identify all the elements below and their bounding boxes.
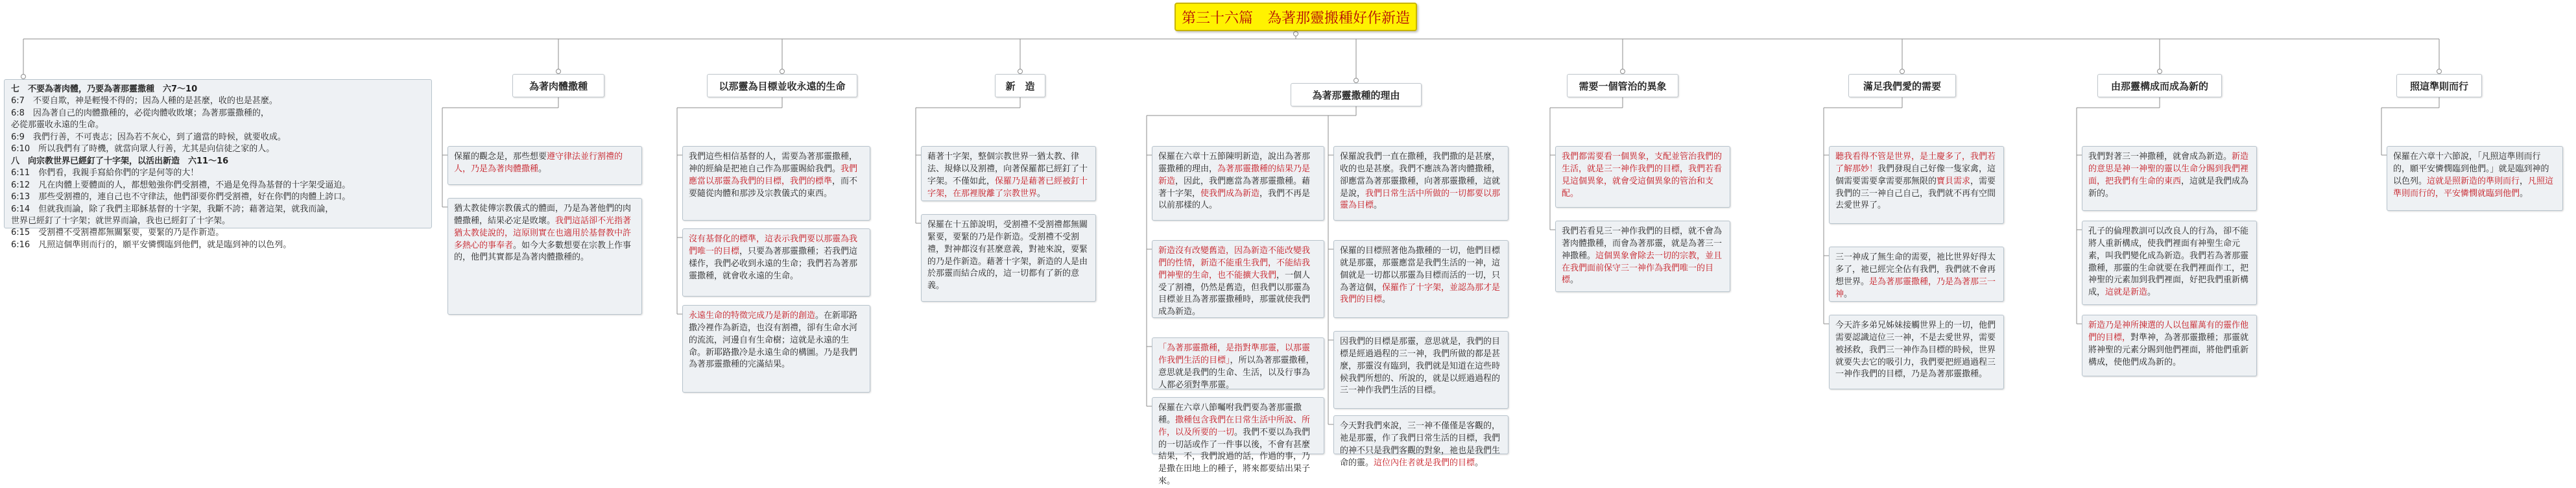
page-title: 第三十六篇 為著那靈搬種好作新造: [1175, 3, 1417, 31]
note-text: ，因此，我們應當為著那靈撒種。藉著十字架，: [1158, 176, 1311, 199]
note-paragraph: [454, 203, 636, 264]
note-paragraph: [1158, 151, 1318, 212]
connector-node: [780, 69, 785, 74]
note-text: 藉著十字架，整個宗教世界一猶太教、律法、規條以及割禮，向著保羅都已經釘了十字架。不僅如此，: [927, 152, 1088, 186]
note-emphasis: 這就是照新造的準則而行: [2427, 176, 2520, 186]
connector-node: [556, 69, 561, 74]
note-emphasis: 是為著那靈撒種，乃是為著那三一神: [1835, 276, 1996, 299]
note-emphasis: 沒有基督化的標準，這表示我們要以那靈為我們唯一的目標: [689, 234, 858, 256]
note-reason-4: [1152, 397, 1324, 487]
note-text: 保羅在十五節說明，受割禮不受割禮都無關緊要，要緊的乃是作新造。受割禮不受割禮，對神都沒有甚麼意義，對祂來說，要緊的乃是作新造。藉著十字架，新造的人是由於那靈而結合成的，這一切都有了新的意義。: [927, 220, 1088, 291]
refs-verse-line: 6:16 凡照這個準則而行的，願平安憐憫臨到他們，就是臨到神的以色列。: [11, 239, 292, 250]
note-text: 。如今大多數想要在宗教上作事的，他們其實都是為著肉體撒種的。: [454, 240, 632, 263]
note-emphasis: 新造沒有改變舊造，因為新造不能改變我們的性情，新造不能重生我們，不能結我們神聖的生命，也不能擴大我們: [1158, 246, 1311, 280]
connector-node: [1621, 69, 1625, 74]
note-vision-1: [1555, 146, 1730, 208]
note-emphasis: 我們都需要看一個異象，支配並管治我們的生活，就是三一神作我們的目標，我們若看見這個異象，就會受這個異象的管治和支配。: [1562, 152, 1723, 199]
refs-verse-line: 6:8 因為著自己的肉體撒種的，必從肉體收敗壞；為著那靈撒種的，: [11, 108, 269, 118]
note-constituted-3: [2082, 315, 2257, 376]
note-text: 保羅說我們一直在撒種，我們撒的是甚麼，收的也是甚麼。我們不應該為著肉體撒種，卻應當為著那靈撒種，向著那靈撒種，這就是說，: [1340, 152, 1501, 199]
refs-verse-line: 6:13 那些受割禮的，連自己也不守律法，他們卻要你們受割禮，好在你們的肉體上誇口。: [11, 192, 351, 202]
connector-node: [1354, 79, 1359, 83]
note-reason-2: [1152, 240, 1324, 318]
note-paragraph: [927, 219, 1090, 293]
note-emphasis: 新造的意思是神一神聖的靈以生命分賜到我們裡面，把我們有生命的東西: [2088, 152, 2249, 186]
note-paragraph: [1158, 343, 1318, 391]
note-goal-1: [682, 146, 870, 221]
note-reason-1: [1152, 146, 1324, 221]
note-emphasis: 凡照這準則而行的，平安憐憫就臨到他們: [2393, 176, 2554, 199]
note-text: 保羅的目標照著他為撒種的一切，他們目標就是那靈，那靈應當是我們生活的一神，這個就是一切都以那靈為目標而活的一切，只為著這個，: [1340, 246, 1501, 293]
note-paragraph: [1340, 151, 1502, 212]
note-emphasis: 我們應當以那靈為我們的目標，我們的標準: [689, 164, 858, 186]
note-paragraph: [1835, 151, 1998, 212]
note-paragraph: [927, 151, 1090, 200]
heading-constituted-new: 由那靈構成而成為新的: [2097, 74, 2222, 97]
connector-node: [1900, 69, 1905, 74]
note-paragraph: [1340, 336, 1502, 397]
note-goal-2: [682, 228, 870, 297]
heading-governing-vision: 需要一個管治的異象: [1567, 74, 1678, 97]
note-paragraph: [689, 151, 864, 200]
note-text: ，: [2520, 176, 2529, 186]
refs-verse-line: 6:11 你們看，我親手寫給你們的字是何等的大！: [11, 168, 199, 178]
note-text: 。: [1844, 289, 1853, 299]
note-text: 。: [2520, 188, 2529, 199]
note-flesh-1: [447, 146, 642, 185]
note-text: ，這就是我們成為新的。: [2088, 176, 2249, 199]
connector-node: [1018, 69, 1023, 74]
note-new-1: [921, 146, 1096, 201]
note-text: 。: [1374, 201, 1383, 211]
note-emphasis: 遵守律法並行割禮的人，乃是為著肉體撒種: [454, 152, 623, 174]
note-reason-8: [1333, 415, 1509, 468]
note-paragraph: [2393, 151, 2557, 200]
note-text: 。: [538, 164, 547, 174]
note-emphasis: 永遠生命的特徵完成乃是新的創造: [689, 311, 816, 321]
note-emphasis: 保羅乃是藉著已經被釘十字架，在那裡脫離了宗教世界: [927, 176, 1088, 199]
note-emphasis: 保羅作了十字架，並認為那才是我們的目標: [1340, 282, 1501, 305]
note-love-2: [1829, 247, 2004, 302]
refs-verse-line: 6:9 我們行善，不可喪志；因為若不灰心，到了適當的時候，就要收成。: [11, 132, 286, 142]
note-text: ，而不要隨從肉體和那涉及宗教儀式的東西。: [689, 176, 858, 199]
note-flesh-2: [447, 198, 642, 315]
heading-new-creation: 新 造: [995, 74, 1045, 97]
note-text: ，我們不再是以前那樣的人。: [1158, 188, 1311, 211]
note-paragraph: [689, 234, 864, 282]
refs-section-heading: 八 向宗教世界已經釘了十字架，以活出新造 六11～16: [11, 156, 229, 166]
note-text: ，需要我們的三一神自己自己，我們就不再有空間去愛世界了。: [1835, 176, 1996, 211]
note-text: ，只要為著那靈撒種；若我們這樣作，我們必收到永遠的生命；我們若為著那靈撒種，就會收永遠的生命。: [689, 246, 858, 281]
note-text: ，所以為著那靈撒種，意思就是我們的生命、生活，以及行事為人都必須對準那靈。: [1158, 355, 1315, 390]
note-text: 。在新耶路撒冷裡作為新造，也沒有割禮，卻有生命水河的流流，河邊自有生命樹；這就是永遠的生命。新耶路撒冷是永遠生命的構圖。乃是我們為著那靈撒種的完滿結果。: [689, 311, 858, 370]
note-text: 因我們的目標是那靈，意思就是，我們的目標是經過過程的三一神，我們所做的都是甚麼，那靈沒有臨到，我們就是知道在這些時候我們所想的、所說的，就是以經過過程的三一神作我們生活的目標。: [1340, 337, 1501, 396]
note-text: 三一神成了無生命的需要，祂比世界好得太多了，祂已經完全佔有我們，我們就不會再想世界。: [1835, 252, 1996, 287]
note-text: 。我們不要以為我們的一切話或作了一件事以後，不會有甚麼結果，不，我們說過的話，作過的事，乃是撒在田地上的種子，將來都要結出果子來。: [1158, 427, 1311, 487]
refs-verse-line: 必從那靈收永遠的生命。: [11, 120, 104, 130]
note-paragraph: [2088, 151, 2250, 200]
connector-node: [2437, 69, 2442, 74]
heading-spirit-as-goal: 以那靈為目標並收永遠的生命: [707, 74, 857, 97]
note-text: 我們這些相信基督的人，需要為著那靈撒種，神的經綸是把祂自己作為那靈賜給我們。: [689, 152, 858, 174]
note-text: 保羅的觀念是，那些想要: [454, 152, 547, 162]
note-paragraph: [1562, 226, 1724, 287]
note-paragraph: [1835, 320, 1998, 381]
note-emphasis: 這個異象會除去一切的宗教，並且在我們面前保守三一神作為我們唯一的目標: [1562, 250, 1723, 286]
note-text: 我們對著三一神撒種，就會成為新造。: [2088, 152, 2232, 162]
note-paragraph: [1158, 245, 1318, 319]
note-text: 今天對我們來說，三一神不僅僅是客觀的，祂是那靈，作了我們日常生活的目標，我們的神不只是我們客觀的對象，祂也是我們生命的靈。: [1340, 421, 1501, 468]
note-reason-7: [1333, 331, 1509, 409]
connector-node: [2158, 69, 2162, 74]
note-new-2: [921, 214, 1096, 302]
note-emphasis: 為著那靈撒種的結果乃是新造: [1158, 164, 1311, 186]
note-text: 我們發現自己好像一隻家禽，這個需要需要拿需要那無限的: [1835, 164, 1996, 186]
note-reason-5: [1333, 146, 1509, 221]
refs-verse-line: 6:14 但就我而論，除了我們主耶穌基督的十字架，我斷不誇；藉著這架，就我而論，: [11, 204, 334, 214]
note-paragraph: [1562, 151, 1724, 200]
note-text: 。: [1570, 275, 1579, 286]
note-text: 我們若看見三一神作我們的目標，就不會為著肉體撒種，而會為著那靈，就是為著三一神撒種。: [1562, 226, 1723, 261]
note-paragraph: [1340, 245, 1502, 306]
refs-verse-line: 6:10 所以我們有了時機，就當向眾人行善，尤其是向信徒之家的人。: [11, 144, 275, 154]
note-vision-2: [1555, 221, 1730, 292]
note-emphasis: 寶貝需求: [1937, 176, 1971, 186]
note-paragraph: [1835, 252, 1998, 300]
scripture-references-box: [4, 79, 432, 250]
refs-verse-line: 6:15 受割禮不受割禮都無關緊要，要緊的乃是作新造。: [11, 228, 224, 238]
note-paragraph: [454, 151, 636, 176]
note-text: 對準神，為著那靈撒種；那靈就將神聖的元素分賜到他們裡面，將他們重新構成，使他們成為新的。: [2088, 332, 2249, 367]
note-emphasis: 撒種包含我們在日常生活中所說、所作，以及所要的一切: [1158, 415, 1311, 437]
note-text: 保羅在六章十五節陳明新造，說出為著那靈撒種的理由，: [1158, 152, 1311, 174]
note-paragraph: [1158, 402, 1318, 488]
note-paragraph: [1340, 421, 1502, 469]
note-reason-3: [1152, 337, 1324, 389]
note-text: 猶太教徒傳宗教儀式的體面，乃是為著他們的肉體撒種，結果必定是敗壞。: [454, 204, 632, 226]
connector-node: [21, 75, 26, 79]
note-love-1: [1829, 146, 2004, 224]
note-text: 孔子的倫理教訓可以改良人的行為，卻不能將人重新構成，使我們裡面有神聖生命元素，叫我們變化成為新造。我們若為著那靈撒種，那靈的生命就要在我們裡面作工，把神聖的元素加到我們裡面，好把我們重新構成，: [2088, 226, 2249, 298]
heading-walk-by-rule: 照這準則而行: [2396, 74, 2482, 97]
note-text: 。: [2147, 287, 2156, 298]
note-love-3: [1829, 315, 2004, 389]
note-text: 。: [1475, 458, 1484, 468]
note-text: 今天許多弟兄姊妹接觸世界上的一切，他們需要認識這位三一神，不是去愛世界，需要被拯救，我們三一神作為目標的時候，世界就要失去它的吸引力，我們要把經過過程三一神作我們的目標，乃是為著那靈撒種。: [1835, 321, 1996, 380]
heading-sowing-to-flesh: 為著肉體撒種: [512, 74, 604, 97]
note-walk-1: [2387, 146, 2563, 211]
note-text: 保羅在六章八節囑咐我們要為著那靈撒種。: [1158, 403, 1302, 425]
note-text: 保羅在六章十六節說，「凡照這準則而行的，願平安憐憫臨到他們。」就是臨到神的以色列。: [2393, 152, 2549, 186]
note-paragraph: [2088, 320, 2250, 369]
refs-verse-line: 世界已經釘了十字架；就世界而論，我也已經釘了十字架。: [11, 215, 231, 226]
refs-section-heading: 七 不要為著肉體，乃要為著那靈撒種 六7～10: [11, 84, 198, 94]
note-text: ，一個人受了割禮，仍然是舊造，但我們以那靈為目標並且為著那靈撒種時，那靈就使我們成為新造。: [1158, 270, 1311, 317]
note-constituted-2: [2082, 221, 2257, 305]
note-emphasis: 這位內住者就是我們的目標: [1374, 458, 1475, 468]
note-text: 。: [1382, 295, 1391, 305]
note-emphasis: 我們這話卻不光指著猶太教徒說的，這原則實在也適用於基督教中許多熱心的事奉者: [454, 215, 632, 250]
note-emphasis: 聽我看得不管是世界，是土慶多了，我們若了解那妙！: [1835, 152, 1996, 174]
note-goal-3: [682, 305, 870, 393]
note-emphasis: 使我們成為新造: [1200, 188, 1260, 199]
note-constituted-1: [2082, 146, 2257, 211]
heading-love-need: 滿足我們愛的需要: [1848, 74, 1956, 97]
note-emphasis: 我們日常生活中所做的一切都要以那靈為目標: [1340, 188, 1501, 211]
note-emphasis: 新造乃是神所揀選的人以包羅萬有的靈作他們的目標，: [2088, 321, 2249, 343]
note-emphasis: 這就是新造: [2105, 287, 2148, 298]
note-paragraph: [2088, 226, 2250, 299]
refs-verse-line: 6:12 凡在肉體上要體面的人，都想勉強你們受割禮，不過是免得為基督的十字架受逼迫。: [11, 180, 351, 190]
note-text: 。: [1037, 188, 1046, 199]
refs-verse-line: 6:7 不要自欺，神是輕慢不得的；因為人種的是甚麼，收的也是甚麼。: [11, 96, 278, 106]
note-emphasis: 「為著那靈撒種，是指對準那靈，以那靈作我們生活的目標」: [1158, 343, 1311, 365]
note-paragraph: [689, 310, 864, 371]
connector-node: [1294, 32, 1298, 36]
note-reason-6: [1333, 240, 1509, 318]
heading-reasons: 為著那靈撒種的理由: [1291, 83, 1422, 106]
